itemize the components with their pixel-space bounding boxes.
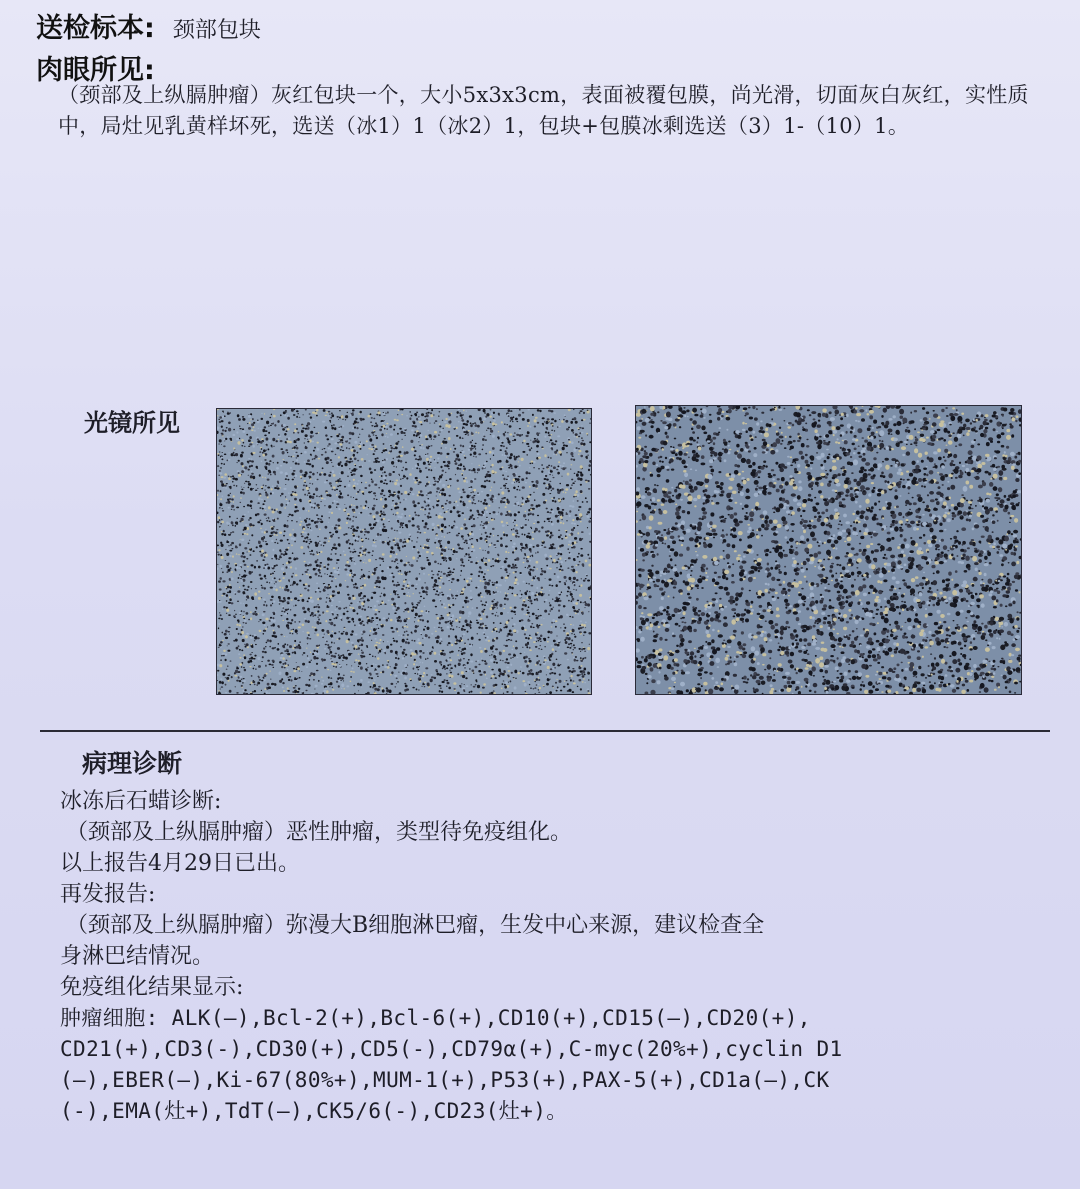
specimen-row xyxy=(36,6,261,45)
ihc-result-line-2: CD21(+),CD3(-),CD30(+),CD5(-),CD79α(+),C-myc(20%+),cyclin D1 xyxy=(60,1037,843,1061)
micrograph-high-power xyxy=(635,405,1022,695)
ihc-result-line-4: (-),EMA(灶+),TdT(—),CK5/6(-),CD23(灶+)。 xyxy=(60,1099,568,1123)
resend-report-text-1: （颈部及上纵膈肿瘤）弥漫大B细胞淋巴瘤，生发中心来源，建议检查全 xyxy=(66,913,765,938)
microscopy-label: 光镜所见 xyxy=(84,409,180,437)
gross-findings-label: 肉眼所见: xyxy=(36,55,155,86)
ihc-result-line-3: (—),EBER(—),Ki-67(80%+),MUM-1(+),P53(+),PAX-5(+),CD1a(—),CK xyxy=(60,1068,830,1092)
section-divider xyxy=(40,730,1050,732)
ihc-label: 免疫组化结果显示: xyxy=(60,975,244,1000)
micrograph-low-power xyxy=(216,408,592,695)
report-issued-note: 以上报告4月29日已出。 xyxy=(60,851,300,876)
frozen-diagnosis-text: （颈部及上纵膈肿瘤）恶性肿瘤，类型待免疫组化。 xyxy=(66,820,573,845)
specimen-value: 颈部包块 xyxy=(172,18,261,43)
specimen-label: 送检标本: xyxy=(36,13,155,44)
resend-report-text-2: 身淋巴结情况。 xyxy=(60,944,215,969)
gross-findings-text: （颈部及上纵膈肿瘤）灰红包块一个，大小5x3x3cm，表面被覆包膜，尚光滑，切面灰白灰红，实性质中，局灶见乳黄样坏死，选送（冰1）1（冰2）1，包块+包膜冰剩选送（3）1-（10）1。 xyxy=(58,83,1029,138)
ihc-result-line-1: 肿瘤细胞: ALK(—),Bcl-2(+),Bcl-6(+),CD10(+),CD15(—),CD20(+), xyxy=(60,1006,811,1030)
resend-report-label: 再发报告: xyxy=(60,882,156,907)
frozen-diagnosis-label: 冰冻后石蜡诊断: xyxy=(60,789,222,814)
micrograph-high-power-graphic xyxy=(636,406,1021,694)
micrograph-low-power-graphic xyxy=(217,409,591,694)
diagnosis-body xyxy=(60,786,1050,1127)
diagnosis-heading: 病理诊断 xyxy=(82,749,183,778)
